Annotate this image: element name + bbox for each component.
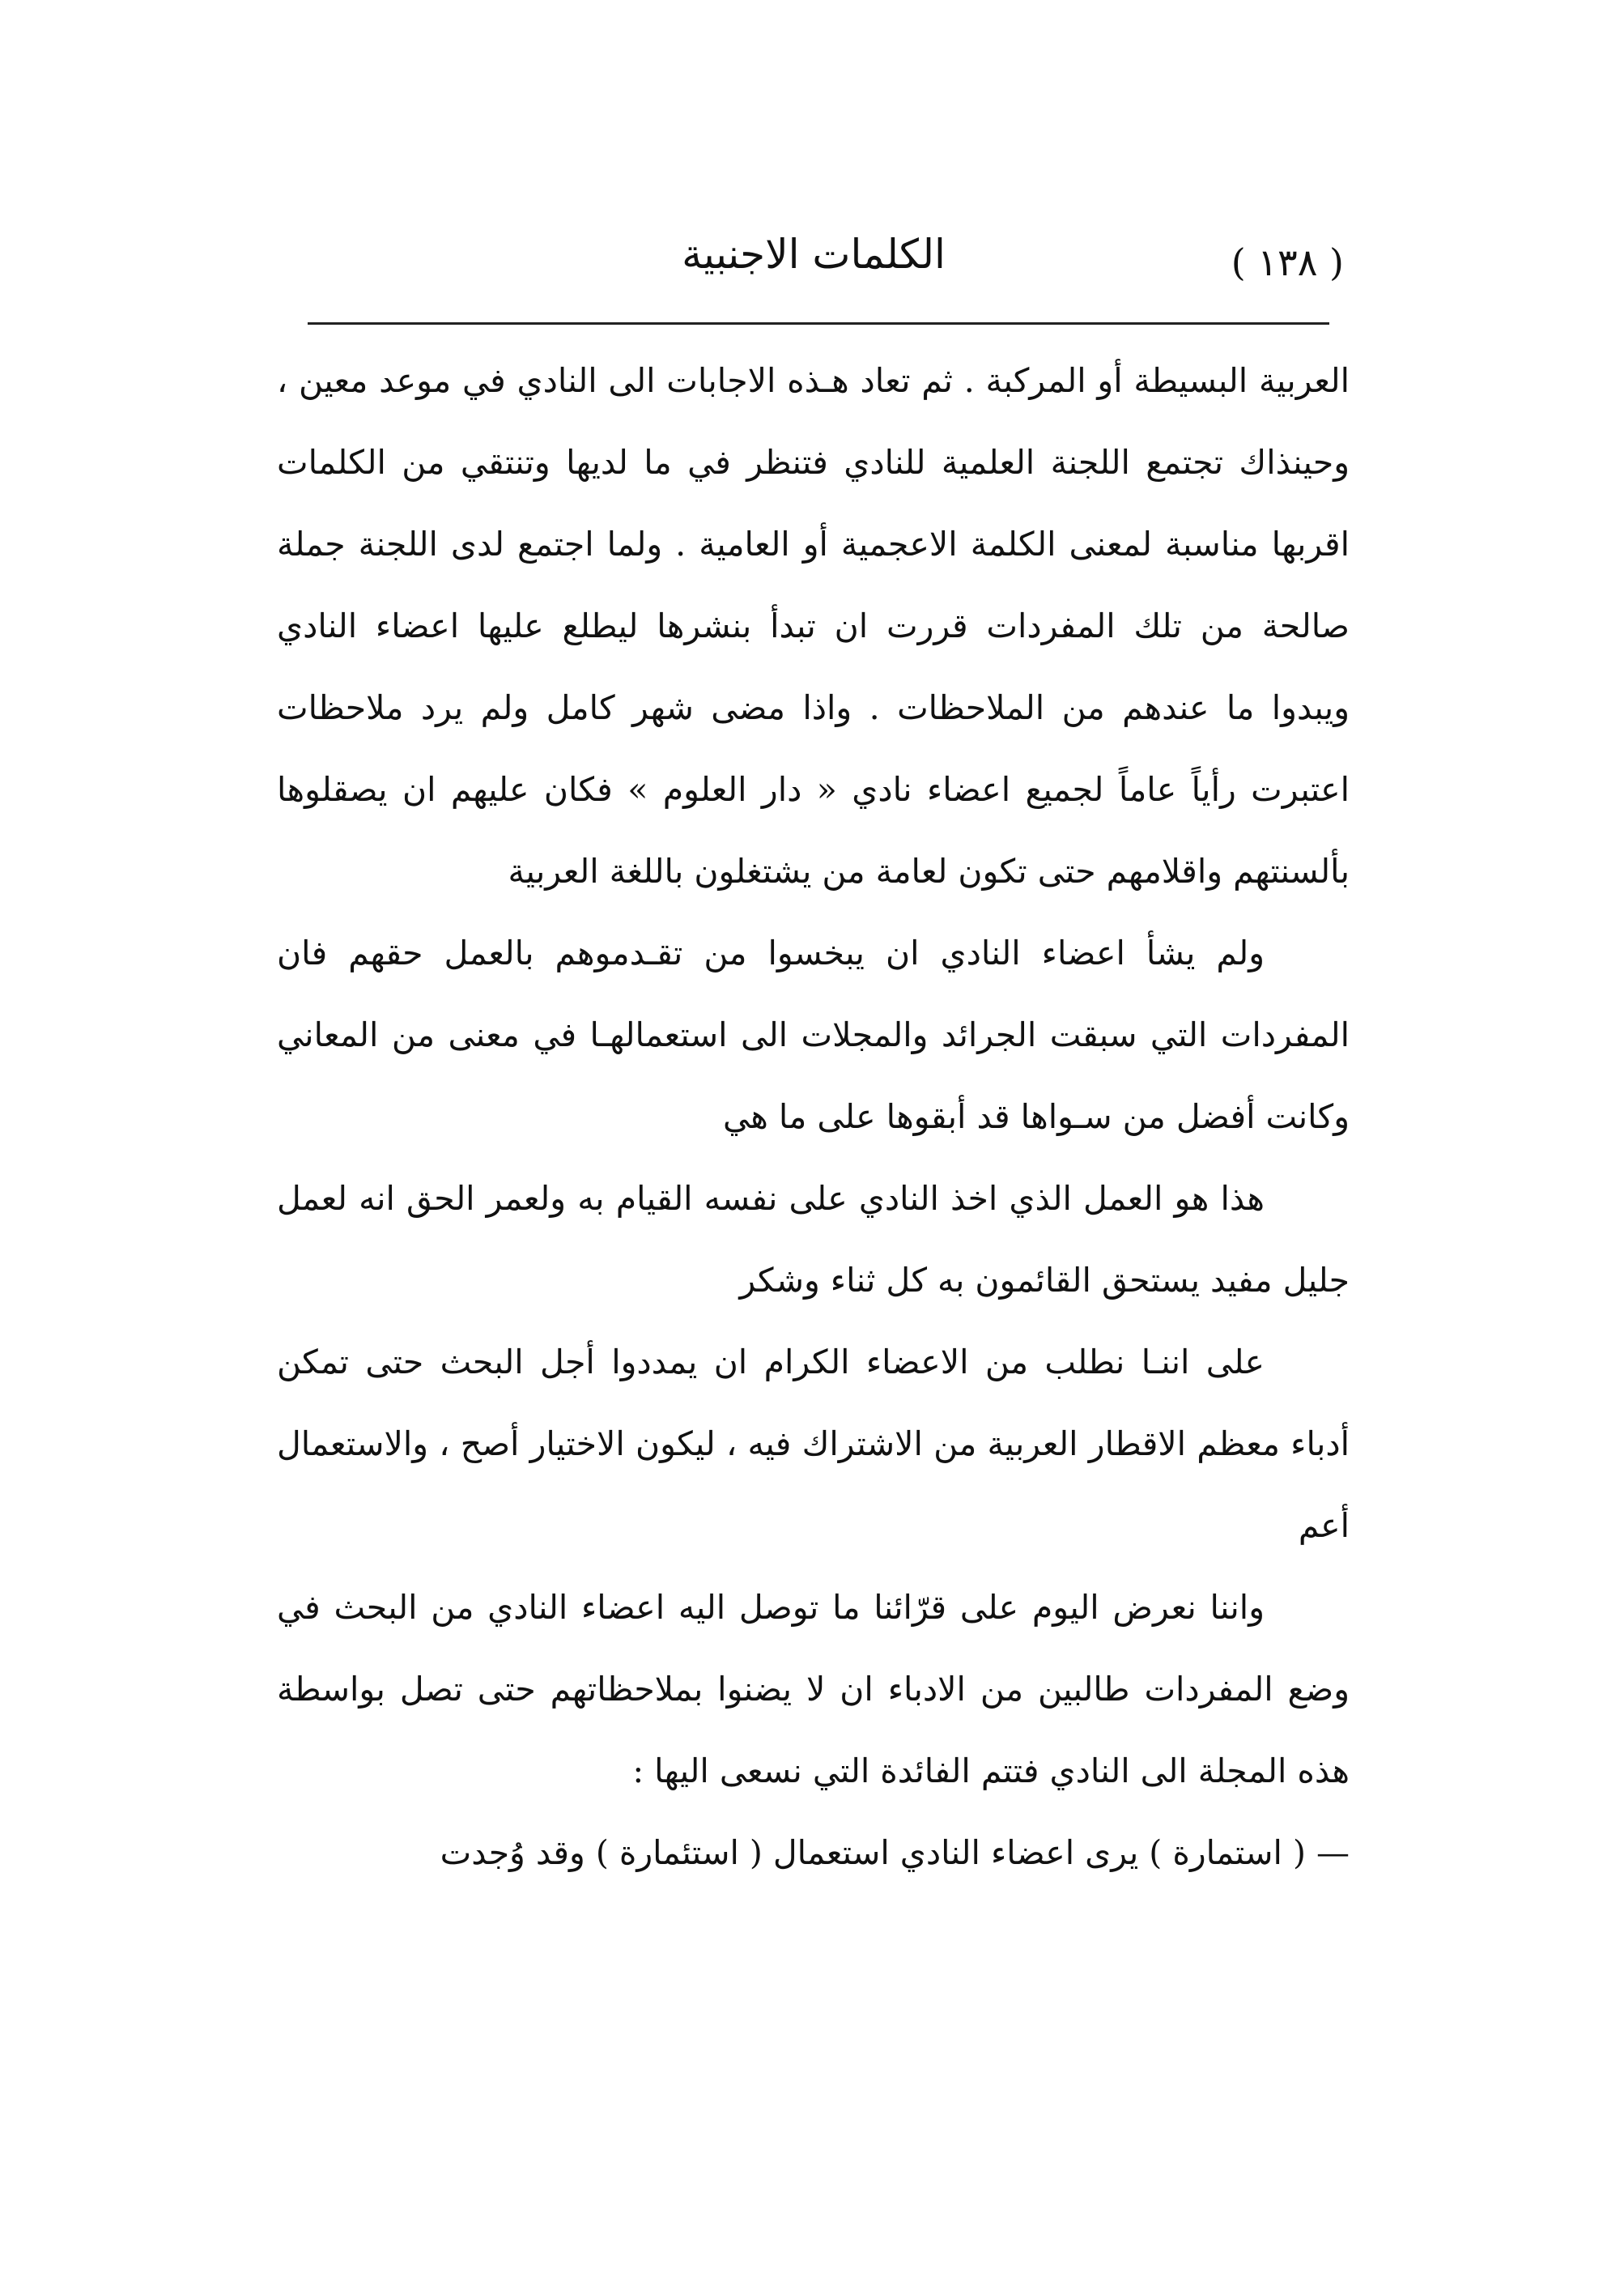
paragraph-4: على اننـا نطلب من الاعضاء الكرام ان يمددوا أجل البحث حتى تمكن أدباء معظم الاقطار العربية من الاشتراك فيه ، ليكون الاختيار أصح ، والاستعمال أعم [277, 1343, 1350, 1545]
paragraph-1: العربية البسيطة أو المركبة . ثم تعاد هـذه الاجابات الى النادي في موعد معين ، وحينذاك تجتمع اللجنة العلمية للنادي فتنظر في ما لديها وتنتقي من الكلمات اقربها مناسبة لمعنى الكلمة الاعجمية أو العامية . ولما اجتمع لدى اللجنة جملة صالحة من تلك المفردات قررت ان تبدأ بنشرها ليطلع عليها اعضاء النادي ويبدوا ما عندهم من الملاحظات . واذا مضى شهر كامل ولم يرد ملاحظات اعتبرت رأياً عاماً لجميع اعضاء نادي « دار العلوم » فكان عليهم ان يصقلوها بألسنتهم واقلامهم حتى تكون لعامة من يشتغلون باللغة العربية [277, 361, 1350, 891]
body-text [277, 340, 1350, 1894]
running-title: الكلمات الاجنبية [682, 231, 946, 278]
page-header [283, 231, 1344, 320]
header-rule [308, 322, 1329, 325]
page-number: ( ١٣٨ ) [1231, 240, 1344, 284]
paragraph-2: ولم يشأ اعضاء النادي ان يبخسوا من تقـدموهم بالعمل حقهم فان المفردات التي سبقت الجرائد والمجلات الى استعمالهـا في معنى من المعاني وكانت أفضل من سـواها قد أبقوها على ما هي [277, 934, 1350, 1136]
paragraph-6: — ( استمارة ) يرى اعضاء النادي استعمال ( استئمارة ) وقد وُجدت [440, 1833, 1350, 1872]
paragraph-3: هذا هو العمل الذي اخذ النادي على نفسه القيام به ولعمر الحق انه لعمل جليل مفيد يستحق القائمون به كل ثناء وشكر [277, 1179, 1350, 1300]
paragraph-5: واننا نعرض اليوم على قرّائنا ما توصل اليه اعضاء النادي من البحث في وضع المفردات طالبين من الادباء ان لا يضنوا بملاحظاتهم حتى تصل بواسطة هذه المجلة الى النادي فتتم الفائدة التي نسعى اليها : [277, 1588, 1350, 1790]
